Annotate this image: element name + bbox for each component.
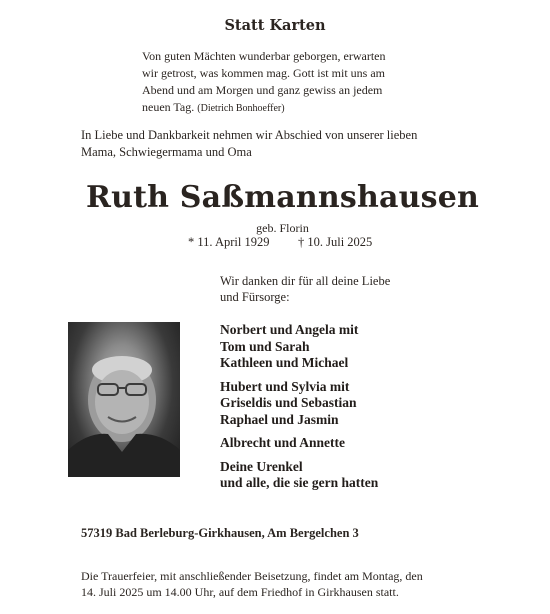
- thanks-text: [220, 273, 440, 305]
- header-title: Statt Karten: [224, 17, 326, 34]
- family-line: Norbert und Angela mit: [220, 322, 359, 337]
- birth-date: * 11. April 1929: [188, 235, 270, 249]
- poem-quote: [142, 48, 452, 117]
- family-line: Albrecht und Annette: [220, 435, 346, 450]
- intro-line: Mama, Schwiegermama und Oma: [81, 145, 252, 159]
- family-line: Hubert und Sylvia mit: [220, 378, 350, 394]
- family-list: [220, 322, 520, 499]
- portrait-photo: [68, 322, 180, 477]
- funeral-line: Die Trauerfeier, mit anschließender Beisetzung, findet am Montag, den: [81, 569, 423, 583]
- maiden-name: geb. Florin: [256, 221, 309, 235]
- poem-line: Abend und am Morgen und ganz gewiss an jedem: [142, 83, 383, 97]
- funeral-line: 14. Juli 2025 um 14.00 Uhr, auf dem Friedhof in Girkhausen statt.: [81, 585, 399, 599]
- family-group: [220, 435, 520, 452]
- family-line: Deine Urenkel: [220, 458, 303, 474]
- intro-line: In Liebe und Dankbarkeit nehmen wir Abschied von unserer lieben: [81, 128, 418, 142]
- family-line: Griseldis und Sebastian: [220, 395, 357, 410]
- address: 57319 Bad Berleburg-Girkhausen, Am Bergelchen 3: [81, 526, 359, 540]
- family-group: [220, 379, 520, 429]
- deceased-name: Ruth Saßmannshausen: [85, 180, 480, 215]
- poem-author: (Dietrich Bonhoeffer): [197, 103, 285, 114]
- thanks-line: und Fürsorge:: [220, 290, 290, 304]
- poem-line: [142, 99, 452, 117]
- poem-last-line: neuen Tag.: [142, 100, 195, 114]
- family-group: [220, 322, 520, 372]
- intro-text: [81, 127, 481, 161]
- family-line: Kathleen und Michael: [220, 355, 349, 370]
- poem-line: wir getrost, was kommen mag. Gott ist mit uns am: [142, 66, 385, 80]
- family-line: Tom und Sarah: [220, 338, 310, 354]
- death-date: † 10. Juli 2025: [298, 235, 373, 249]
- family-line: Raphael und Jasmin: [220, 411, 339, 427]
- poem-line: Von guten Mächten wunderbar geborgen, erwarten: [142, 49, 386, 63]
- family-line: und alle, die sie gern hatten: [220, 475, 379, 490]
- funeral-info: [81, 568, 521, 600]
- thanks-line: Wir danken dir für all deine Liebe: [220, 274, 391, 288]
- family-group: [220, 459, 520, 492]
